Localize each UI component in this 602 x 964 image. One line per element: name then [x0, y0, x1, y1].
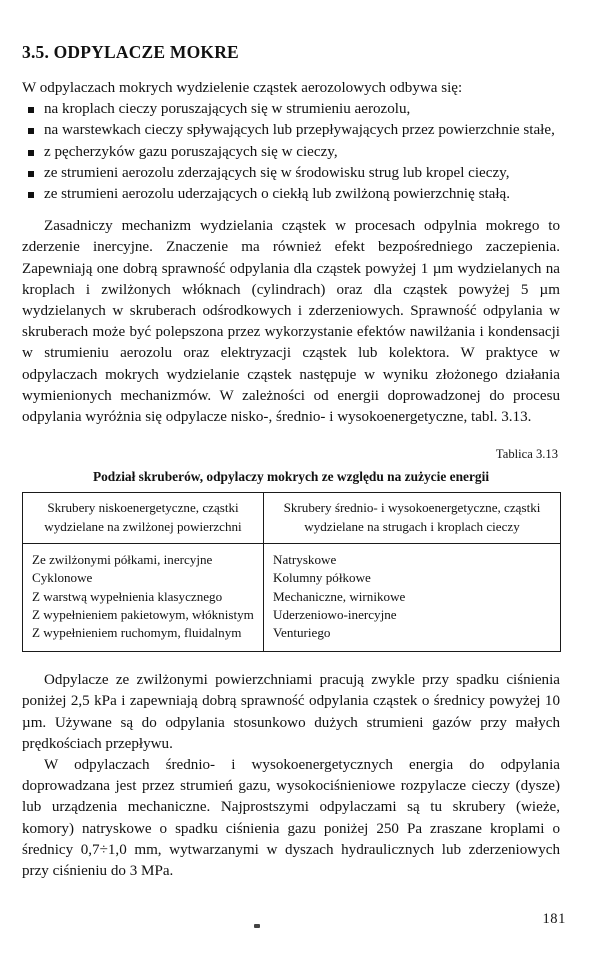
- list-item-label: ze strumieni aerozolu zderzających się w środowisku strug lub kropel cieczy,: [44, 164, 510, 181]
- table-header-row: [23, 493, 561, 544]
- list-item: Z wypełnieniem ruchomym, fluidalnym: [32, 625, 242, 641]
- spacer: [22, 652, 560, 670]
- list-item: Ze zwilżonymi półkami, inercyjne: [32, 552, 213, 568]
- low-energy-type-list: [32, 551, 254, 642]
- body-paragraph-2: Odpylacze ze zwilżonymi powierzchniami pracują zwykle przy spadku ciśnienia poniżej 2,5 kPa i zapewniają dobrą sprawność odpylania cząstek o średnicy powyżej 10 µm. Używane są do odpylania stosunkowo dużych strumieni gazów przy małych prędkościach przepływu.: [22, 672, 560, 752]
- body-paragraph-3: W odpylaczach średnio- i wysokoenergetycznych energia do odpylania doprowadzana jest przez strumień gazu, wysokociśnieniowe rozpylacze cieczy (dysze) lub urządzenia mechaniczne. Najprostszymi odpylaczami są tu skrubery (wieże, komory) natryskowe o spadku ciśnienia gazu poniżej 250 Pa zraszane kroplami o średnicy 0,7÷1,0 mm, wytwarzanymi w dyszach hydraulicznych lub zderzeniowych przy ciśnieniu do 3 MPa.: [22, 757, 560, 880]
- list-item: Kolumny półkowe: [273, 570, 371, 586]
- list-item-label: z pęcherzyków gazu poruszających się w cieczy,: [44, 143, 338, 160]
- table-number-label: Tablica 3.13: [495, 447, 558, 462]
- list-item-label: na kroplach cieczy poruszających się w strumieniu aerozolu,: [44, 101, 411, 118]
- list-item: Z wypełnieniem pakietowym, włóknistym: [32, 606, 254, 622]
- body-paragraph-1: Zasadniczy mechanizm wydzielania cząstek w procesach odpylnia mokrego to zderzenie inercyjne. Znaczenie ma również efekt bezpośredniego zaczepienia. Zapewniają one dobrą sprawność odpylania dla cząstek powyżej 1 µm wydzielanych na kroplach i zwilżonych włóknach (cylindrach) oraz dla cząstek powyżej 5 µm wydzielanych w skruberach odśrodkowych i zderzeniowych. Sprawność odpylania w skruberach może być polepszona przez wykorzystanie efektów nawilżania i kondensacji w strumieniu aerozolu oraz elektryzacji cząstek lub kolektora. W praktyce w odpylaczach mokrych wydzielanie cząstek następuje w wyniku złożonego działania wymienionych mechanizmów. W zależności od energii doprowadzonej do procesu odpylania wyróżnia się odpylacze nisko-, średnio- i wysokoenergetyczne, tabl. 3.13.: [22, 218, 560, 426]
- table-header-cell-low-energy: Skrubery niskoenergetyczne, cząstki wydzielane na zwilżonej powierzchni: [23, 493, 264, 544]
- list-item: [22, 184, 560, 205]
- mechanisms-list: [22, 99, 560, 205]
- list-item-label: na warstewkach cieczy spływających lub przepływających przez powierzchnie stałe,: [44, 122, 555, 139]
- list-item: Venturiego: [273, 625, 331, 641]
- list-item: Natryskowe: [273, 552, 337, 568]
- list-item: [22, 142, 560, 163]
- section-heading: 3.5. ODPYLACZE MOKRE: [22, 41, 239, 62]
- list-item: Cyklonowe: [32, 570, 93, 586]
- list-item-label: ze strumieni aerozolu uderzających o ciekłą lub zwilżoną powierzchnię stałą.: [44, 186, 511, 203]
- table-row: [23, 544, 561, 652]
- table-head: [23, 493, 561, 544]
- spacer: [22, 205, 560, 216]
- scan-artifact-speck: [254, 924, 260, 928]
- list-item: Mechaniczne, wirnikowe: [273, 588, 406, 604]
- table-title: Podział skruberów, odpylaczy mokrych ze względu na zużycie energii: [92, 469, 490, 485]
- scrubbers-classification-table: [22, 492, 561, 652]
- intro-lead-paragraph: W odpylaczach mokrych wydzielenie cząstek aerozolowych odbywa się:: [22, 80, 463, 96]
- square-bullet-icon: [28, 107, 34, 113]
- page-content: [22, 78, 560, 882]
- page-number: 181: [542, 911, 566, 927]
- table-cell-mid-high-energy-types: [264, 544, 561, 652]
- table-header-cell-mid-high-energy: Skrubery średnio- i wysokoenergetyczne, cząstki wydzielane na strugach i kroplach cieczy: [264, 493, 561, 544]
- square-bullet-icon: [28, 192, 34, 198]
- list-item: Uderzeniowo-inercyjne: [273, 606, 397, 622]
- list-item: [22, 120, 560, 141]
- table-cell-low-energy-types: [23, 544, 264, 652]
- spacer: [22, 428, 560, 446]
- list-item: [22, 99, 560, 120]
- list-item: Z warstwą wypełnienia klasycznego: [32, 588, 223, 604]
- mid-high-energy-type-list: [273, 551, 551, 642]
- square-bullet-icon: [28, 128, 34, 134]
- square-bullet-icon: [28, 171, 34, 177]
- list-item: [22, 163, 560, 184]
- table-body: [23, 544, 561, 652]
- square-bullet-icon: [28, 150, 34, 156]
